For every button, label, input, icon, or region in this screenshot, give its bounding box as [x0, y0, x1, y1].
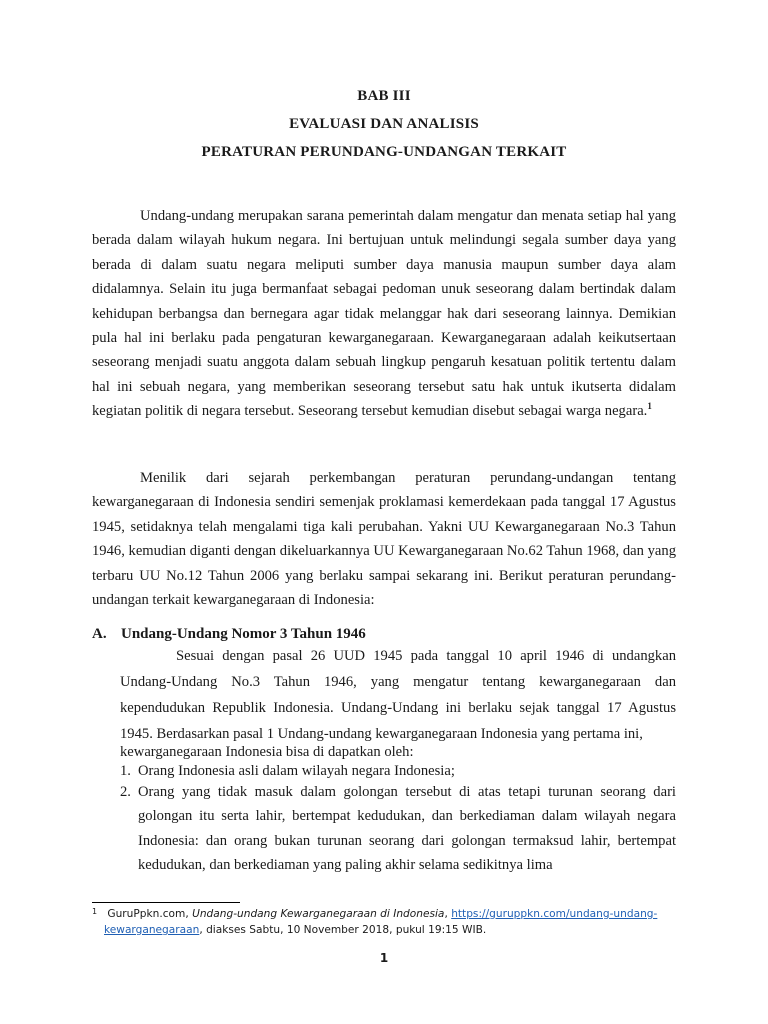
list-item-text: Orang yang tidak masuk dalam golongan tersebut di atas tetapi turunan seorang dari golongan itu serta lahir, bertempat kedudukan, dan berkediaman dalam wilayah negara Indonesia: dan orang bukan turunan seorang dari golongan termaksud lahir, bertempat kedudukan, dan berkediaman yang paling akhir selama sedikitnya lima	[138, 784, 676, 874]
footnote-link-part-1: https://guruppkn.com/undang-undang-	[451, 908, 658, 920]
paragraph-1	[92, 204, 676, 424]
section-a-body: Sesuai dengan pasal 26 UUD 1945 pada tanggal 10 april 1946 di undangkan Undang-Undang No.3 Tahun 1946, yang mengatur tentang kewarganegaraan dan kependudukan Republik Indonesia. Undang-Undang ini berlaku sejak tanggal 17 Agustus 1945. Berdasarkan pasal 1 Undang-undang kewarganegaraan Indonesia yang pertama ini,	[120, 648, 676, 742]
footnote-link-part-2: kewarganegaraan	[104, 924, 200, 936]
chapter-heading: BAB III	[357, 88, 411, 104]
footnote-source: GuruPpkn.com,	[107, 908, 189, 920]
title-line-2: PERATURAN PERUNDANG-UNDANGAN TERKAIT	[201, 144, 567, 160]
footnote-separator	[92, 902, 240, 903]
footnote	[92, 906, 676, 938]
title-line-1: EVALUASI DAN ANALISIS	[289, 116, 479, 132]
footnote-link[interactable]	[451, 908, 657, 920]
requirements-list	[120, 762, 676, 878]
footnote-mark: 1	[92, 907, 98, 916]
footnote-accessed: , diakses Sabtu, 10 November 2018, pukul 19:15 WIB.	[199, 924, 487, 936]
paragraph-1-text: Undang-undang merupakan sarana pemerintah dalam mengatur dan menata setiap hal yang berada dalam wilayah hukum negara. Ini bertujuan untuk melindungi segala sumber daya yang berada di dalam suatu negara meliputi sumber daya manusia maupun sumber daya alam didalamnya. Selain itu juga bermanfaat sebagai pedoman unuk seseorang dalam bertindak dalam kehidupan berbangsa dan bernegara agar tidak melanggar hak dari seseorang lainnya. Demikian pula hal ini berlaku pada pengaturan kewarganegaraan. Kewarganegaraan adalah keikutsertaan seseorang menjadi suatu anggota dalam sebuah lingkup pengaruh kesatuan politik tertentu dalam hal ini sebuah negara, yang memberikan seseorang tersebut satu hak untuk ikutserta didalam kegiatan politik di negara tersebut. Seseorang tersebut kemudian disebut sebagai warga negara.	[92, 208, 676, 420]
section-a-marker: A.	[92, 626, 107, 642]
list-item	[120, 762, 676, 780]
list-item-text: Orang Indonesia asli dalam wilayah negara Indonesia;	[138, 763, 455, 779]
footnote-link-continued[interactable]	[104, 924, 199, 936]
section-a-lead: kewarganegaraan Indonesia bisa di dapatkan oleh:	[120, 744, 414, 760]
section-a-heading	[92, 626, 676, 643]
footnote-separator-comma: ,	[444, 908, 448, 920]
footnote-title: Undang-undang Kewarganegaraan di Indonesia	[192, 908, 445, 920]
page-number: 1	[379, 951, 389, 965]
section-a-title: Undang-Undang Nomor 3 Tahun 1946	[121, 626, 366, 642]
footnote-reference[interactable]: 1	[647, 401, 652, 412]
paragraph-2: Menilik dari sejarah perkembangan peraturan perundang-undangan tentang kewarganegaraan di Indonesia sendiri semenjak proklamasi kemerdekaan pada tanggal 17 Agustus 1945, setidaknya telah mengalami tiga kali perubahan. Yakni UU Kewarganegaraan No.3 Tahun 1946, kemudian diganti dengan dikeluarkannya UU Kewarganegaraan No.62 Tahun 1968, dan yang terbaru UU No.12 Tahun 2006 yang berlaku sampai sekarang ini. Berikut peraturan perundang-undangan terkait kewarganegaraan di Indonesia:	[92, 470, 676, 609]
list-item-number: 1.	[120, 763, 131, 779]
list-item	[120, 780, 676, 878]
footnote-continuation	[92, 922, 676, 938]
list-item-number: 2.	[120, 784, 131, 800]
